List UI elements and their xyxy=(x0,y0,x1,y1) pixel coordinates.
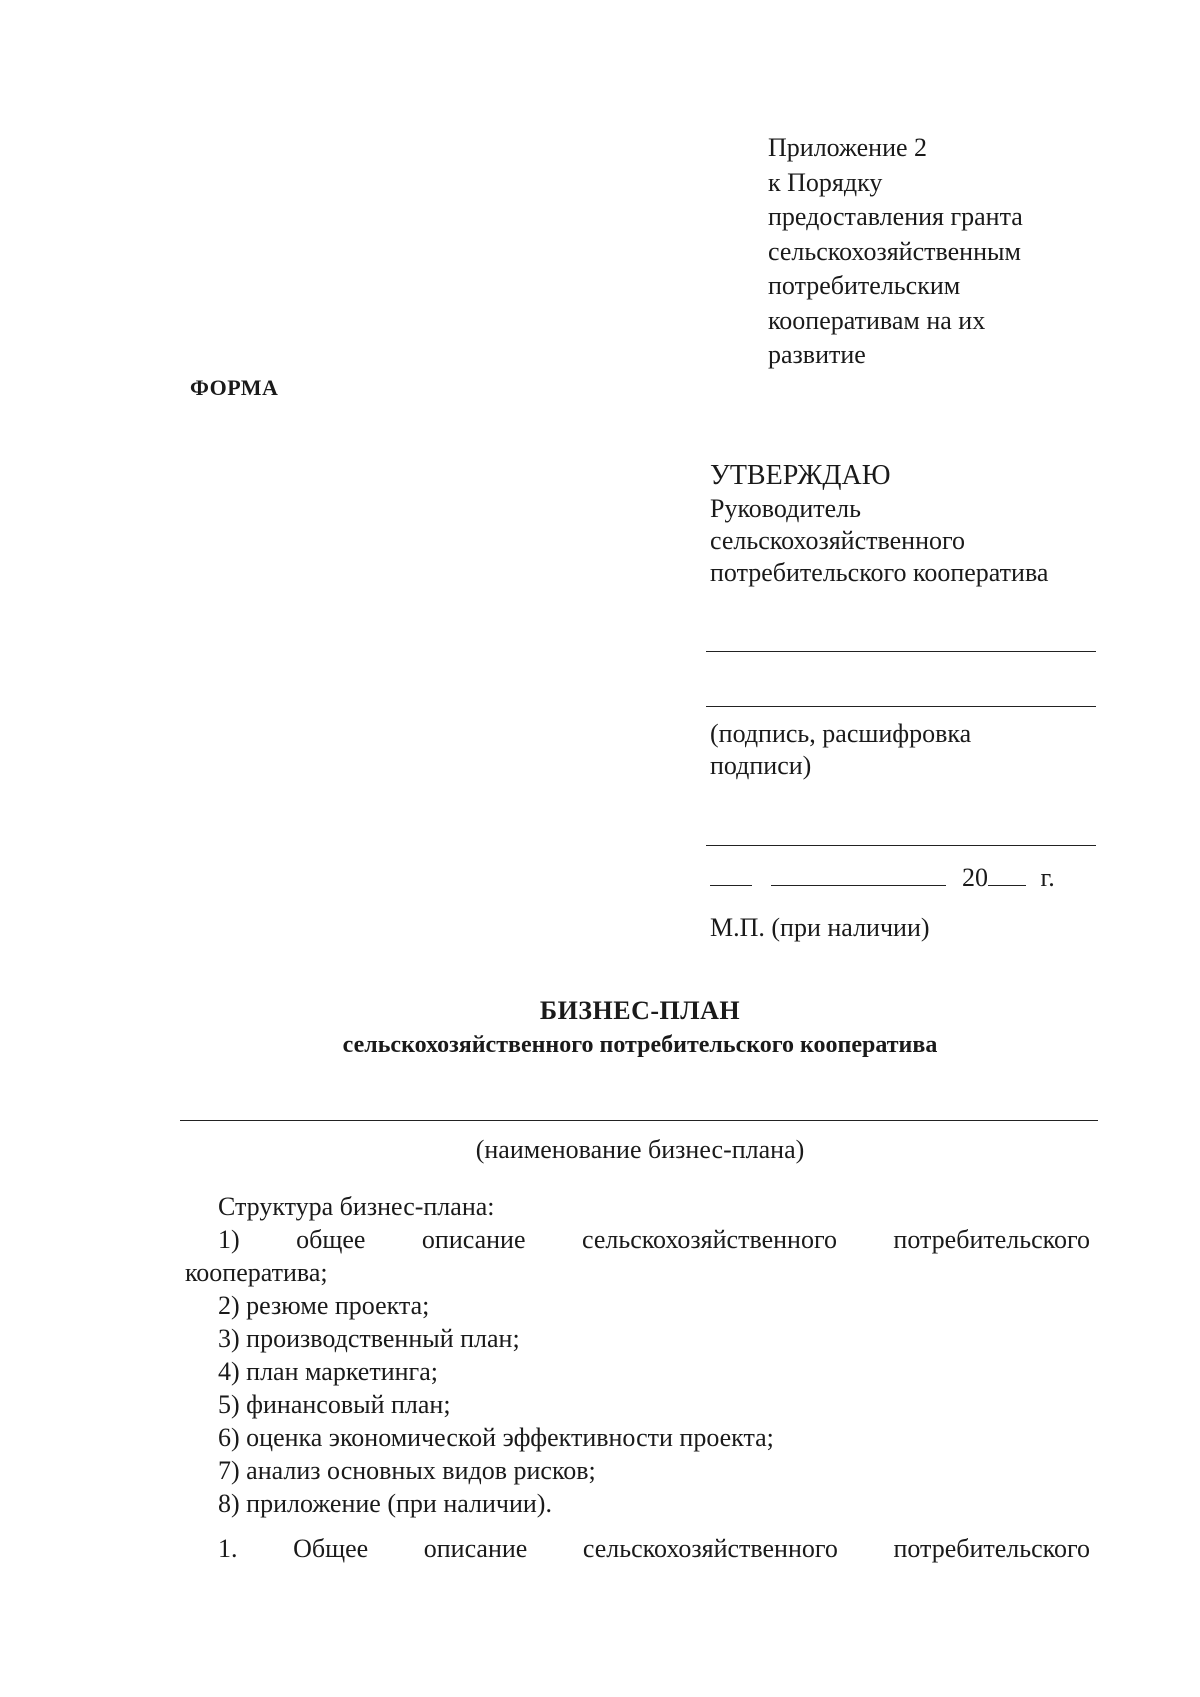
plan-name-blank-line xyxy=(180,1120,1098,1121)
structure-list xyxy=(185,1190,1090,1520)
structure-item-1-cont: кооператива; xyxy=(185,1258,328,1287)
signature-caption-line: (подпись, расшифровка xyxy=(710,719,972,748)
section-1-heading xyxy=(218,1532,1090,1566)
appendix-line: предоставления гранта xyxy=(768,202,1023,231)
document-title: БИЗНЕС-ПЛАН xyxy=(539,996,741,1025)
approval-line: Руководитель xyxy=(710,494,861,523)
appendix-line: развитие xyxy=(768,340,866,369)
word: описание xyxy=(421,1225,526,1254)
year-prefix: 20 xyxy=(962,863,988,892)
structure-item: 7) анализ основных видов рисков; xyxy=(218,1456,596,1485)
word: 1. xyxy=(218,1534,238,1563)
appendix-line: сельскохозяйственным xyxy=(768,236,1021,266)
signature-blank-line xyxy=(706,651,1096,652)
structure-item-1 xyxy=(185,1223,1090,1256)
appendix-line: к Порядку xyxy=(768,167,883,197)
appendix-note xyxy=(768,131,1023,373)
structure-item: 8) приложение (при наличии). xyxy=(218,1489,552,1518)
structure-item: 6) оценка экономической эффективности проекта; xyxy=(218,1423,774,1452)
structure-item: 4) план маркетинга; xyxy=(218,1357,438,1386)
year-suffix: г. xyxy=(1040,863,1055,892)
word: потребительского xyxy=(893,1225,1090,1254)
plan-name-caption: (наименование бизнес-плана) xyxy=(475,1135,805,1164)
word: Общее xyxy=(293,1534,369,1563)
appendix-line: Приложение 2 xyxy=(768,133,928,162)
date-row xyxy=(710,861,1055,894)
year-blank xyxy=(988,861,1026,886)
structure-heading: Структура бизнес-плана: xyxy=(218,1192,495,1221)
appendix-line: потребительским xyxy=(768,271,961,300)
date-blank-line xyxy=(706,845,1096,846)
day-blank xyxy=(710,861,752,886)
word: сельскохозяйственного xyxy=(582,1534,838,1563)
word: 1) xyxy=(218,1225,240,1254)
approval-heading: УТВЕРЖДАЮ xyxy=(710,460,891,491)
approval-block xyxy=(710,459,1048,589)
form-label: ФОРМА xyxy=(190,375,279,400)
appendix-line: кооперативам на их xyxy=(768,305,986,335)
word: общее xyxy=(296,1225,366,1254)
approval-line: потребительского кооператива xyxy=(710,558,1049,587)
structure-item: 2) резюме проекта; xyxy=(218,1291,430,1320)
stamp-note: М.П. (при наличии) xyxy=(710,913,930,942)
structure-item: 3) производственный план; xyxy=(218,1324,520,1353)
document-subtitle: сельскохозяйственного потребительского кооператива xyxy=(342,1032,938,1058)
signature-caption-line: подписи) xyxy=(710,751,812,780)
month-blank xyxy=(771,861,946,886)
structure-item: 5) финансовый план; xyxy=(218,1390,451,1419)
approval-line: сельскохозяйственного xyxy=(710,526,965,555)
word: описание xyxy=(423,1534,528,1563)
word: потребительского xyxy=(893,1534,1090,1563)
word: сельскохозяйственного xyxy=(581,1225,837,1254)
signature-caption xyxy=(710,718,971,782)
signature-blank-line xyxy=(706,706,1096,707)
